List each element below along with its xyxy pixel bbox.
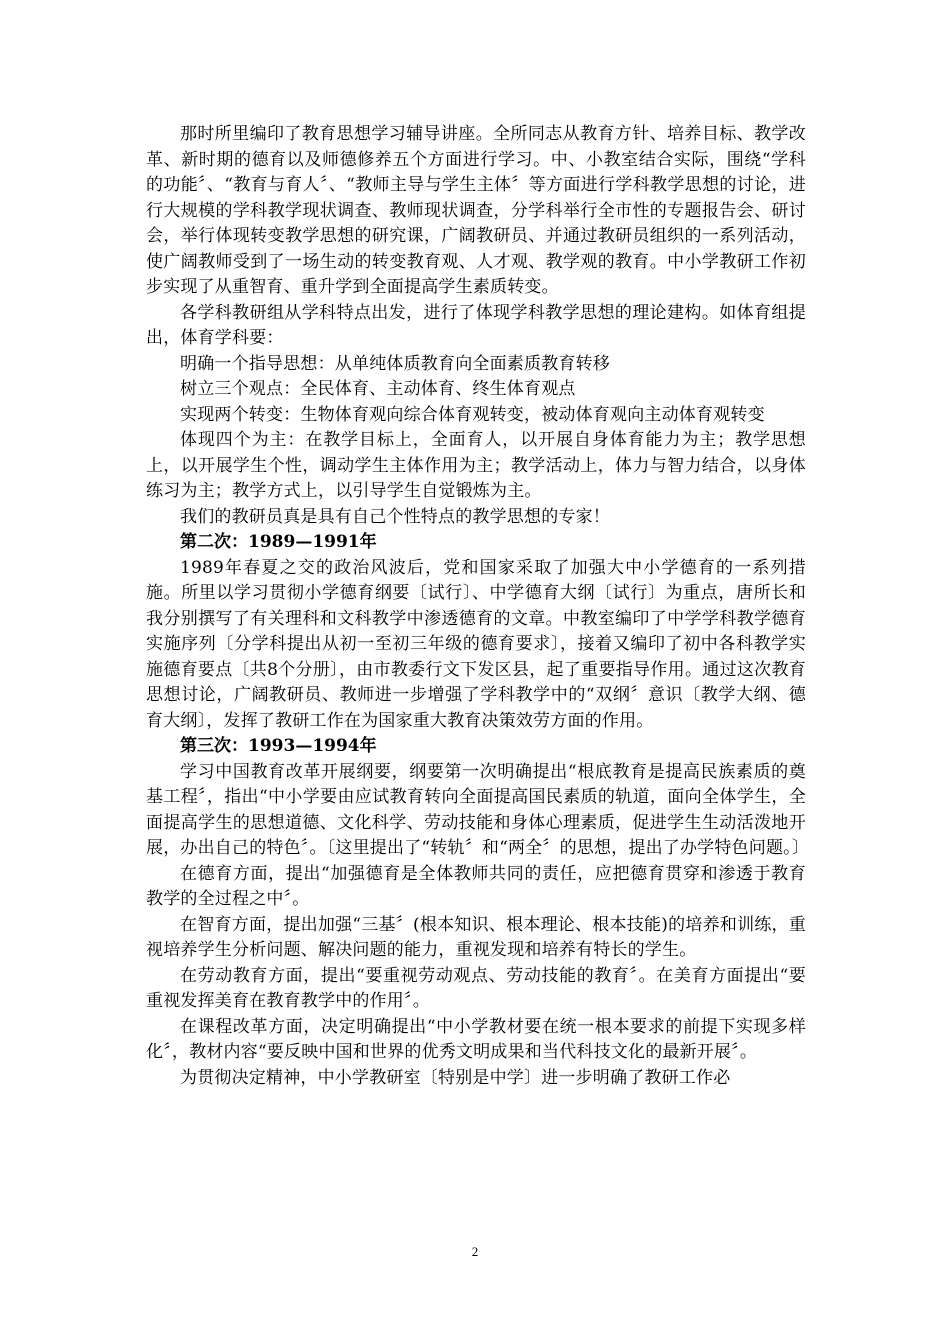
paragraph-1989: 1989年春夏之交的政治风波后，党和国家采取了加强大中小学德育的一系列措施。所里以学习贯彻小学德育纲要〔试行〕、中学德育大纲〔试行〕为重点，唐所长和我分别撰写了有关理科和文科教学中渗透德育的文章。中教室编印了中学学科教学德育实施序列〔分学科提出从初一至初三年级的德育要求〕，接着又编印了初中各科教学实施德育要点〔共8个分册〕，由市教委行文下发区县，起了重要指导作用。通过这次教育思想讨论，广阔教研员、教师进一步增强了学科教学中的“双纲〞意识〔教学大纲、德育大纲〕，发挥了教研工作在为国家重大教育决策效劳方面的作用。 — [146, 557, 806, 731]
paragraph-labor-education: 在劳动教育方面，提出“要重视劳动观点、劳动技能的教育〞。在美育方面提出“要重视发挥美育在教育教学中的作用〞。 — [146, 965, 806, 1011]
paragraph-intro: 那时所里编印了教育思想学习辅导讲座。全所同志从教育方针、培养目标、教学改革、新时期的德育以及师德修养五个方面进行学习。中、小教室结合实际，围绕“学科的功能〞、“教育与育人〞、“教师主导与学生主体〞等方面进行学科教学思想的讨论，进行大规模的学科教学现状调查、教师现状调查，分学科举行全市性的专题报告会、研讨会，举行体现转变教学思想的研究课，广阔教研员、并通过教研员组织的一系列活动，使广阔教师受到了一场生动的转变教育观、人才观、教学观的教育。中小学教研工作初步实现了从重智育、重升学到全面提高学生素质转变。 — [146, 124, 806, 297]
paragraph-two-changes: 实现两个转变：生物体育观向综合体育观转变，被动体育观向主动体育观转变 — [180, 404, 765, 425]
page-number: 2 — [471, 1244, 479, 1259]
paragraph-three-views: 树立三个观点：全民体育、主动体育、终生体育观点 — [180, 379, 576, 399]
paragraph-moral-education: 在德育方面，提出“加强德育是全体教师共同的责任，应把德育贯穿和渗透于教育教学的全过程之中〞。 — [146, 863, 806, 909]
paragraph-implementation: 为贯彻决定精神，中小学教研室〔特别是中学〕进一步明确了教研工作必 — [180, 1067, 731, 1088]
paragraph-subject-groups: 各学科教研组从学科特点出发，进行了体现学科教学思想的理论建构。如体育组提出，体育学科要： — [146, 302, 806, 348]
document-body — [146, 122, 810, 1091]
paragraph-curriculum-reform: 在课程改革方面，决定明确提出“中小学教材要在统一根本要求的前提下实现多样化〞，教材内容“要反映中国和世界的优秀文明成果和当代科技文化的最新开展〞。 — [146, 1016, 806, 1062]
paragraph-guiding-idea: 明确一个指导思想：从单纯体质教育向全面素质教育转移 — [180, 353, 610, 374]
paragraph-reform-outline: 学习中国教育改革开展纲要，纲要第一次明确提出“根底教育是提高民族素质的奠基工程〞，指出“中小学要由应试教育转向全面提高国民素质的轨道，面向全体学生，全面提高学生的思想道德、文化科学、劳动技能和身体心理素质，促进学生生动活泼地开展，办出自己的特色〞。〔这里提出了“转轨〞和“两全〞的思想，提出了办学特色问题。〕 — [146, 761, 810, 858]
paragraph-intellectual-education: 在智育方面，提出加强“三基〞(根本知识、根本理论、根本技能)的培养和训练，重视培养学生分析问题、解决问题的能力，重视发现和培养有特长的学生。 — [146, 914, 806, 960]
section-heading-third: 第三次：1993—1994年 — [180, 736, 377, 756]
section-heading-second: 第二次：1989—1991年 — [180, 532, 377, 552]
paragraph-experts: 我们的教研员真是具有自己个性特点的教学思想的专家！ — [180, 506, 610, 527]
paragraph-four-mains: 体现四个为主：在教学目标上，全面育人，以开展自身体育能力为主；教学思想上，以开展学生个性，调动学生主体作用为主；教学活动上，体力与智力结合，以身体练习为主；教学方式上，以引导学生自觉锻炼为主。 — [146, 430, 806, 501]
